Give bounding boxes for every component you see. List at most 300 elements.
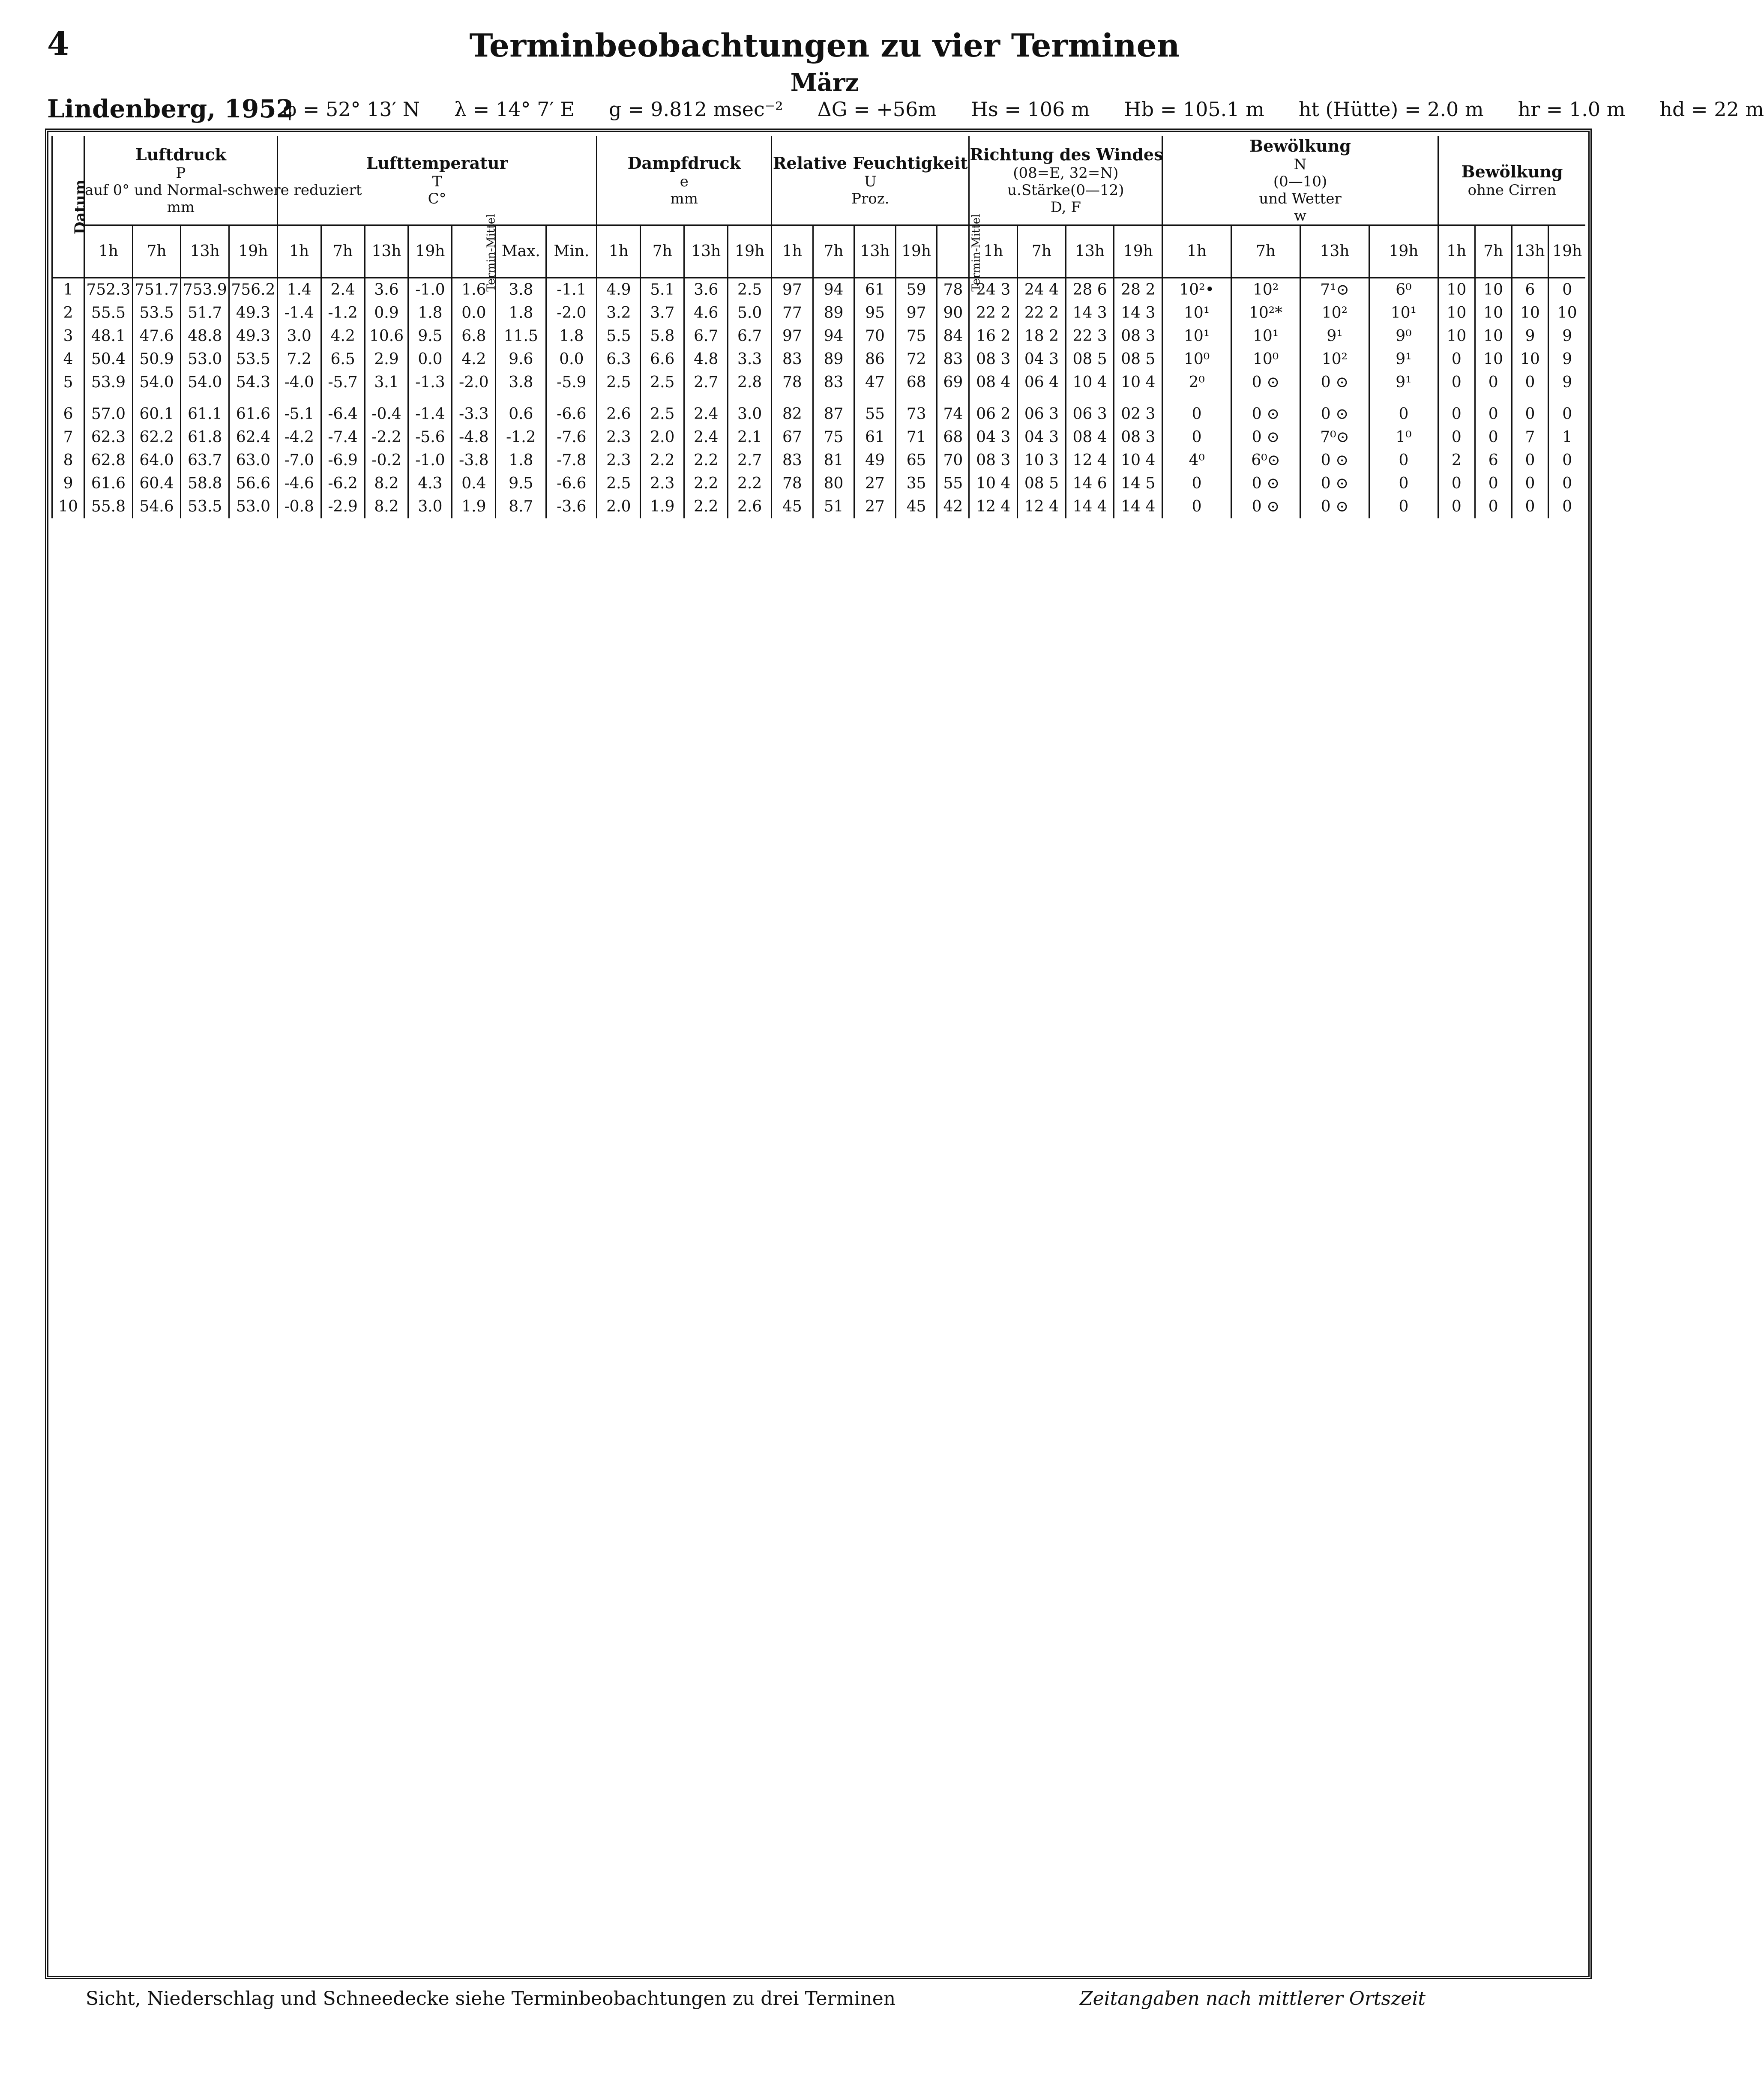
luftdruck-cell: 51.7 <box>181 302 229 325</box>
feuchtigkeit-termin-mittel-cell: 42 <box>937 495 969 518</box>
dampfdruck-cell: 4.6 <box>684 302 728 325</box>
temperatur-cell: -1.0 <box>408 278 452 302</box>
feuchtigkeit-termin-mittel-cell: 84 <box>937 325 969 348</box>
temperatur-max-cell: 3.8 <box>496 278 546 302</box>
temperatur-min-cell: -6.6 <box>546 472 597 495</box>
station-constant: ht (Hütte) = 2.0 m <box>1298 98 1484 121</box>
bewoelkung-cell: 9¹ <box>1300 325 1369 348</box>
temperatur-min-cell: 0.0 <box>546 348 597 371</box>
bewoelkung-cell: 10² <box>1300 348 1369 371</box>
wind-cell: 12 4 <box>1066 449 1114 472</box>
bewoelkung-cell: 1⁰ <box>1369 426 1438 449</box>
bewoelkung-cell: 0 ⊙ <box>1300 449 1369 472</box>
wind-cell: 14 3 <box>1114 302 1162 325</box>
temperatur-cell: -1.3 <box>408 371 452 394</box>
temperatur-max-cell: 0.6 <box>496 394 546 426</box>
temperatur-max-cell: 8.7 <box>496 495 546 518</box>
temperatur-hour-header: 19h <box>408 225 452 278</box>
temperatur-cell: -0.2 <box>365 449 408 472</box>
feuchtigkeit-cell: 47 <box>854 371 896 394</box>
station-constant: Hb = 105.1 m <box>1124 98 1264 121</box>
day-cell: 10 <box>52 495 84 518</box>
wind-hour-header: 7h <box>1018 225 1066 278</box>
temperatur-max-cell: 9.6 <box>496 348 546 371</box>
wind-cell: 24 3 <box>969 278 1018 302</box>
dampfdruck-cell: 2.6 <box>597 394 641 426</box>
feuchtigkeit-cell: 95 <box>854 302 896 325</box>
bewoelkung-cell: 0 ⊙ <box>1300 472 1369 495</box>
feuchtigkeit-termin-mittel-header: Termin-Mittel <box>937 225 969 278</box>
luftdruck-cell: 753.9 <box>181 278 229 302</box>
luftdruck-cell: 53.5 <box>132 302 181 325</box>
bewoelkung-cell: 7¹⊙ <box>1300 278 1369 302</box>
dampfdruck-cell: 2.2 <box>684 472 728 495</box>
bewoelkung-cell: 2⁰ <box>1162 371 1231 394</box>
wind-hour-header: 1h <box>969 225 1018 278</box>
temperatur-cell: 8.2 <box>365 495 408 518</box>
luftdruck-cell: 62.2 <box>132 426 181 449</box>
ohne-cirren-cell: 0 <box>1438 394 1475 426</box>
dampfdruck-cell: 2.8 <box>728 371 772 394</box>
observation-table <box>51 136 1585 518</box>
bewoelkung-hour-header: 13h <box>1300 225 1369 278</box>
luftdruck-cell: 60.1 <box>132 394 181 426</box>
luftdruck-cell: 62.8 <box>84 449 133 472</box>
wind-cell: 04 3 <box>1018 426 1066 449</box>
day-cell: 2 <box>52 302 84 325</box>
dampfdruck-cell: 2.6 <box>728 495 772 518</box>
luftdruck-cell: 62.3 <box>84 426 133 449</box>
wind-cell: 14 3 <box>1066 302 1114 325</box>
feuchtigkeit-termin-mittel-cell: 78 <box>937 278 969 302</box>
bewoelkung-cell: 0 <box>1369 394 1438 426</box>
day-cell: 6 <box>52 394 84 426</box>
luftdruck-cell: 64.0 <box>132 449 181 472</box>
ohne-cirren-hour-header: 19h <box>1548 225 1585 278</box>
temperatur-termin-mittel-cell: 6.8 <box>452 325 496 348</box>
table-row <box>52 348 1586 371</box>
wind-cell: 06 2 <box>969 394 1018 426</box>
table-row <box>52 302 1586 325</box>
table-row <box>52 278 1586 302</box>
luftdruck-cell: 756.2 <box>229 278 278 302</box>
ohne-cirren-cell: 10 <box>1512 302 1548 325</box>
feuchtigkeit-cell: 45 <box>772 495 813 518</box>
ohne-cirren-cell: 0 <box>1475 495 1512 518</box>
luftdruck-cell: 61.6 <box>229 394 278 426</box>
dampfdruck-cell: 3.7 <box>641 302 684 325</box>
day-cell: 1 <box>52 278 84 302</box>
wind-cell: 10 4 <box>1114 449 1162 472</box>
ohne-cirren-cell: 0 <box>1475 394 1512 426</box>
bewoelkung-cell: 0 <box>1162 394 1231 426</box>
temperatur-cell: 1.4 <box>277 278 321 302</box>
dampfdruck-cell: 2.7 <box>728 449 772 472</box>
dampfdruck-hour-header: 7h <box>641 225 684 278</box>
temperatur-termin-mittel-cell: 1.6 <box>452 278 496 302</box>
dampfdruck-cell: 6.7 <box>684 325 728 348</box>
station-constant: φ = 52° 13′ N <box>283 98 420 121</box>
day-cell: 3 <box>52 325 84 348</box>
ohne-cirren-cell: 10 <box>1475 325 1512 348</box>
bewoelkung-cell: 4⁰ <box>1162 449 1231 472</box>
luftdruck-cell: 61.8 <box>181 426 229 449</box>
temperatur-hour-header: 13h <box>365 225 408 278</box>
feuchtigkeit-cell: 70 <box>854 325 896 348</box>
bewoelkung-cell: 10⁰ <box>1231 348 1300 371</box>
wind-cell: 08 5 <box>1066 348 1114 371</box>
luftdruck-cell: 56.6 <box>229 472 278 495</box>
temperatur-cell: 2.9 <box>365 348 408 371</box>
temperatur-min-cell: -7.8 <box>546 449 597 472</box>
dampfdruck-hour-header: 13h <box>684 225 728 278</box>
ohne-cirren-cell: 10 <box>1475 348 1512 371</box>
bewoelkung-cell: 0 <box>1162 495 1231 518</box>
dampfdruck-cell: 2.3 <box>597 449 641 472</box>
wind-cell: 24 4 <box>1018 278 1066 302</box>
dampfdruck-cell: 2.5 <box>728 278 772 302</box>
ohne-cirren-cell: 7 <box>1512 426 1548 449</box>
wind-cell: 06 3 <box>1066 394 1114 426</box>
wind-hour-header: 19h <box>1114 225 1162 278</box>
ohne-cirren-cell: 0 <box>1512 495 1548 518</box>
dampfdruck-cell: 2.4 <box>684 394 728 426</box>
temperatur-cell: -1.4 <box>277 302 321 325</box>
ohne-cirren-cell: 0 <box>1548 495 1585 518</box>
wind-cell: 04 3 <box>969 426 1018 449</box>
temperatur-cell: -2.2 <box>365 426 408 449</box>
temperatur-cell: -7.0 <box>277 449 321 472</box>
temperatur-min-header: Min. <box>546 225 597 278</box>
ohne-cirren-cell: 0 <box>1438 371 1475 394</box>
feuchtigkeit-cell: 83 <box>813 371 854 394</box>
ohne-cirren-cell: 10 <box>1475 302 1512 325</box>
feuchtigkeit-cell: 97 <box>895 302 937 325</box>
luftdruck-cell: 48.8 <box>181 325 229 348</box>
feuchtigkeit-cell: 65 <box>895 449 937 472</box>
dampfdruck-cell: 2.2 <box>728 472 772 495</box>
wind-cell: 06 4 <box>1018 371 1066 394</box>
temperatur-min-cell: -6.6 <box>546 394 597 426</box>
temperatur-termin-mittel-cell: -3.8 <box>452 449 496 472</box>
ohne-cirren-cell: 0 <box>1475 472 1512 495</box>
temperatur-hour-header: 1h <box>277 225 321 278</box>
dampfdruck-cell: 2.7 <box>684 371 728 394</box>
dampfdruck-cell: 6.3 <box>597 348 641 371</box>
station-constant: Hs = 106 m <box>970 98 1090 121</box>
dampfdruck-cell: 2.2 <box>641 449 684 472</box>
bewoelkung-cell: 0 ⊙ <box>1231 426 1300 449</box>
luftdruck-cell: 53.0 <box>181 348 229 371</box>
day-cell: 8 <box>52 449 84 472</box>
luftdruck-cell: 48.1 <box>84 325 133 348</box>
luftdruck-hour-header: 13h <box>181 225 229 278</box>
bewoelkung-header: Bewölkung N (0—10) und Wetter w <box>1162 136 1438 225</box>
luftdruck-cell: 49.3 <box>229 302 278 325</box>
temperatur-cell: -4.6 <box>277 472 321 495</box>
temperatur-max-cell: 1.8 <box>496 302 546 325</box>
page-number: 4 <box>47 26 69 63</box>
luftdruck-cell: 54.6 <box>132 495 181 518</box>
temperatur-cell: -5.7 <box>321 371 365 394</box>
wind-cell: 08 3 <box>1114 325 1162 348</box>
dampfdruck-cell: 3.3 <box>728 348 772 371</box>
bewoelkung-cell: 0 ⊙ <box>1300 495 1369 518</box>
luftdruck-cell: 752.3 <box>84 278 133 302</box>
ohne-cirren-cell: 0 <box>1512 472 1548 495</box>
bewoelkung-cell: 10² <box>1231 278 1300 302</box>
feuchtigkeit-cell: 68 <box>895 371 937 394</box>
ohne-cirren-cell: 0 <box>1475 426 1512 449</box>
wind-hour-header: 13h <box>1066 225 1114 278</box>
bewoelkung-cell: 10⁰ <box>1162 348 1231 371</box>
temperatur-min-cell: -1.1 <box>546 278 597 302</box>
feuchtigkeit-termin-mittel-cell: 69 <box>937 371 969 394</box>
station-constant: g = 9.812 msec⁻² <box>609 98 783 121</box>
feuchtigkeit-header: Relative Feuchtigkeit U Proz. <box>772 136 969 225</box>
dampfdruck-cell: 2.5 <box>641 394 684 426</box>
bewoelkung-cell: 10¹ <box>1369 302 1438 325</box>
ohne-cirren-cell: 10 <box>1548 302 1585 325</box>
ohne-cirren-cell: 1 <box>1548 426 1585 449</box>
feuchtigkeit-cell: 97 <box>772 278 813 302</box>
luftdruck-cell: 50.9 <box>132 348 181 371</box>
temperatur-cell: 8.2 <box>365 472 408 495</box>
wind-cell: 08 3 <box>1114 426 1162 449</box>
feuchtigkeit-hour-header: 7h <box>813 225 854 278</box>
feuchtigkeit-cell: 81 <box>813 449 854 472</box>
table-row <box>52 371 1586 394</box>
luftdruck-hour-header: 19h <box>229 225 278 278</box>
bewoelkung-cell: 0 <box>1369 495 1438 518</box>
dampfdruck-cell: 3.6 <box>684 278 728 302</box>
bewoelkung-cell: 0 ⊙ <box>1231 472 1300 495</box>
hours-header-row <box>52 225 1586 278</box>
temperatur-cell: 4.2 <box>321 325 365 348</box>
bewoelkung-cell: 0 <box>1369 449 1438 472</box>
bewoelkung-cell: 0 <box>1162 472 1231 495</box>
feuchtigkeit-hour-header: 19h <box>895 225 937 278</box>
table-row <box>52 472 1586 495</box>
dampfdruck-cell: 2.3 <box>597 426 641 449</box>
feuchtigkeit-cell: 71 <box>895 426 937 449</box>
temperatur-cell: -4.2 <box>277 426 321 449</box>
bewoelkung-cell: 6⁰ <box>1369 278 1438 302</box>
wind-cell: 08 4 <box>969 371 1018 394</box>
wind-cell: 14 4 <box>1066 495 1114 518</box>
table-row <box>52 449 1586 472</box>
table-row <box>52 495 1586 518</box>
temperatur-max-cell: 3.8 <box>496 371 546 394</box>
feuchtigkeit-termin-mittel-cell: 70 <box>937 449 969 472</box>
luftdruck-cell: 53.5 <box>229 348 278 371</box>
temperatur-cell: 6.5 <box>321 348 365 371</box>
dampfdruck-cell: 5.5 <box>597 325 641 348</box>
temperatur-cell: 0.9 <box>365 302 408 325</box>
luftdruck-cell: 751.7 <box>132 278 181 302</box>
feuchtigkeit-cell: 75 <box>895 325 937 348</box>
wind-cell: 08 5 <box>1114 348 1162 371</box>
temperatur-termin-mittel-header: Termin-Mittel <box>452 225 496 278</box>
temperatur-termin-mittel-cell: -4.8 <box>452 426 496 449</box>
luftdruck-cell: 53.5 <box>181 495 229 518</box>
luftdruck-cell: 61.1 <box>181 394 229 426</box>
bewoelkung-cell: 0 ⊙ <box>1231 495 1300 518</box>
feuchtigkeit-cell: 94 <box>813 325 854 348</box>
feuchtigkeit-cell: 94 <box>813 278 854 302</box>
ohne-cirren-cell: 0 <box>1548 449 1585 472</box>
dampfdruck-cell: 1.9 <box>641 495 684 518</box>
temperatur-cell: 7.2 <box>277 348 321 371</box>
wind-cell: 08 5 <box>1018 472 1066 495</box>
ohne-cirren-cell: 9 <box>1548 348 1585 371</box>
temperatur-min-cell: -3.6 <box>546 495 597 518</box>
day-cell: 9 <box>52 472 84 495</box>
temperatur-cell: -1.2 <box>321 302 365 325</box>
ohne-cirren-cell: 9 <box>1512 325 1548 348</box>
feuchtigkeit-cell: 27 <box>854 495 896 518</box>
luftdruck-hour-header: 7h <box>132 225 181 278</box>
dampfdruck-cell: 5.0 <box>728 302 772 325</box>
ohne-cirren-cell: 10 <box>1438 325 1475 348</box>
temperatur-cell: -4.0 <box>277 371 321 394</box>
feuchtigkeit-hour-header: 13h <box>854 225 896 278</box>
dampfdruck-cell: 2.2 <box>684 495 728 518</box>
ohne-cirren-cell: 0 <box>1438 348 1475 371</box>
wind-cell: 10 4 <box>969 472 1018 495</box>
feuchtigkeit-cell: 45 <box>895 495 937 518</box>
feuchtigkeit-hour-header: 1h <box>772 225 813 278</box>
luftdruck-cell: 55.8 <box>84 495 133 518</box>
bewoelkung-cell: 9⁰ <box>1369 325 1438 348</box>
bewoelkung-cell: 0 ⊙ <box>1231 394 1300 426</box>
temperatur-termin-mittel-cell: 4.2 <box>452 348 496 371</box>
temperatur-termin-mittel-cell: 1.9 <box>452 495 496 518</box>
ohne-cirren-cell: 9 <box>1548 371 1585 394</box>
temperatur-cell: 2.4 <box>321 278 365 302</box>
temperatur-termin-mittel-cell: 0.4 <box>452 472 496 495</box>
ohne-cirren-cell: 0 <box>1475 371 1512 394</box>
feuchtigkeit-cell: 75 <box>813 426 854 449</box>
month-heading: März <box>790 69 859 97</box>
wind-header: Richtung des Windes (08=E, 32=N) u.Stärke(0—12) D, F <box>969 136 1162 225</box>
ohne-cirren-cell: 0 <box>1512 394 1548 426</box>
bewoelkung-cell: 7⁰⊙ <box>1300 426 1369 449</box>
station-constant: hr = 1.0 m <box>1518 98 1626 121</box>
temperatur-cell: 3.1 <box>365 371 408 394</box>
dampfdruck-cell: 2.5 <box>597 371 641 394</box>
feuchtigkeit-cell: 55 <box>854 394 896 426</box>
temperatur-hour-header: 7h <box>321 225 365 278</box>
dampfdruck-cell: 2.0 <box>597 495 641 518</box>
table-row <box>52 394 1586 426</box>
feuchtigkeit-termin-mittel-cell: 90 <box>937 302 969 325</box>
wind-cell: 28 2 <box>1114 278 1162 302</box>
wind-cell: 16 2 <box>969 325 1018 348</box>
ohne-cirren-cell: 10 <box>1438 278 1475 302</box>
ohne-cirren-cell: 6 <box>1475 449 1512 472</box>
table-row <box>52 426 1586 449</box>
dampfdruck-cell: 2.0 <box>641 426 684 449</box>
bewoelkung-cell: 0 ⊙ <box>1231 371 1300 394</box>
dampfdruck-cell: 2.2 <box>684 449 728 472</box>
temperatur-max-cell: 11.5 <box>496 325 546 348</box>
feuchtigkeit-cell: 61 <box>854 426 896 449</box>
luftdruck-cell: 58.8 <box>181 472 229 495</box>
temperatur-cell: -1.0 <box>408 449 452 472</box>
luftdruck-cell: 49.3 <box>229 325 278 348</box>
wind-cell: 08 3 <box>969 449 1018 472</box>
wind-cell: 10 3 <box>1018 449 1066 472</box>
feuchtigkeit-cell: 51 <box>813 495 854 518</box>
dampfdruck-cell: 2.5 <box>597 472 641 495</box>
wind-cell: 18 2 <box>1018 325 1066 348</box>
dampfdruck-cell: 3.0 <box>728 394 772 426</box>
bewoelkung-cell: 0 ⊙ <box>1300 394 1369 426</box>
feuchtigkeit-cell: 82 <box>772 394 813 426</box>
dampfdruck-cell: 2.5 <box>641 371 684 394</box>
dampfdruck-cell: 2.4 <box>684 426 728 449</box>
wind-cell: 08 3 <box>969 348 1018 371</box>
ohne-cirren-cell: 0 <box>1438 495 1475 518</box>
wind-cell: 12 4 <box>1018 495 1066 518</box>
ohne-cirren-hour-header: 13h <box>1512 225 1548 278</box>
dampfdruck-hour-header: 19h <box>728 225 772 278</box>
bewoelkung-cell: 10¹ <box>1162 302 1231 325</box>
wind-cell: 28 6 <box>1066 278 1114 302</box>
dampfdruck-hour-header: 1h <box>597 225 641 278</box>
feuchtigkeit-cell: 72 <box>895 348 937 371</box>
feuchtigkeit-cell: 67 <box>772 426 813 449</box>
ohne-cirren-cell: 2 <box>1438 449 1475 472</box>
day-cell: 5 <box>52 371 84 394</box>
luftdruck-cell: 57.0 <box>84 394 133 426</box>
temperatur-cell: -0.8 <box>277 495 321 518</box>
luftdruck-cell: 63.7 <box>181 449 229 472</box>
ohne-cirren-cell: 0 <box>1548 472 1585 495</box>
temperatur-cell: -2.9 <box>321 495 365 518</box>
luftdruck-cell: 63.0 <box>229 449 278 472</box>
temperatur-min-cell: 1.8 <box>546 325 597 348</box>
dampfdruck-cell: 5.1 <box>641 278 684 302</box>
feuchtigkeit-termin-mittel-cell: 74 <box>937 394 969 426</box>
feuchtigkeit-cell: 78 <box>772 371 813 394</box>
dampfdruck-cell: 3.2 <box>597 302 641 325</box>
dampfdruck-cell: 2.3 <box>641 472 684 495</box>
dampfdruck-cell: 6.6 <box>641 348 684 371</box>
temperatur-cell: -5.6 <box>408 426 452 449</box>
feuchtigkeit-cell: 35 <box>895 472 937 495</box>
temperatur-min-cell: -5.9 <box>546 371 597 394</box>
wind-cell: 08 4 <box>1066 426 1114 449</box>
feuchtigkeit-cell: 89 <box>813 302 854 325</box>
temperatur-max-cell: 9.5 <box>496 472 546 495</box>
feuchtigkeit-cell: 97 <box>772 325 813 348</box>
temperatur-max-cell: -1.2 <box>496 426 546 449</box>
station-label: Lindenberg, 1952 <box>47 94 294 123</box>
wind-cell: 14 4 <box>1114 495 1162 518</box>
day-cell: 7 <box>52 426 84 449</box>
temperatur-termin-mittel-cell: -2.0 <box>452 371 496 394</box>
temperatur-cell: 0.0 <box>408 348 452 371</box>
wind-cell: 12 4 <box>969 495 1018 518</box>
wind-cell: 10 4 <box>1066 371 1114 394</box>
station-constant: ΔG = +56m <box>817 98 937 121</box>
footer-note: Sicht, Niederschlag und Schneedecke siehe Terminbeobachtungen zu drei Terminen <box>86 1988 896 2010</box>
temperatur-cell: -1.4 <box>408 394 452 426</box>
bewoelkung-hour-header: 7h <box>1231 225 1300 278</box>
feuchtigkeit-termin-mittel-cell: 83 <box>937 348 969 371</box>
